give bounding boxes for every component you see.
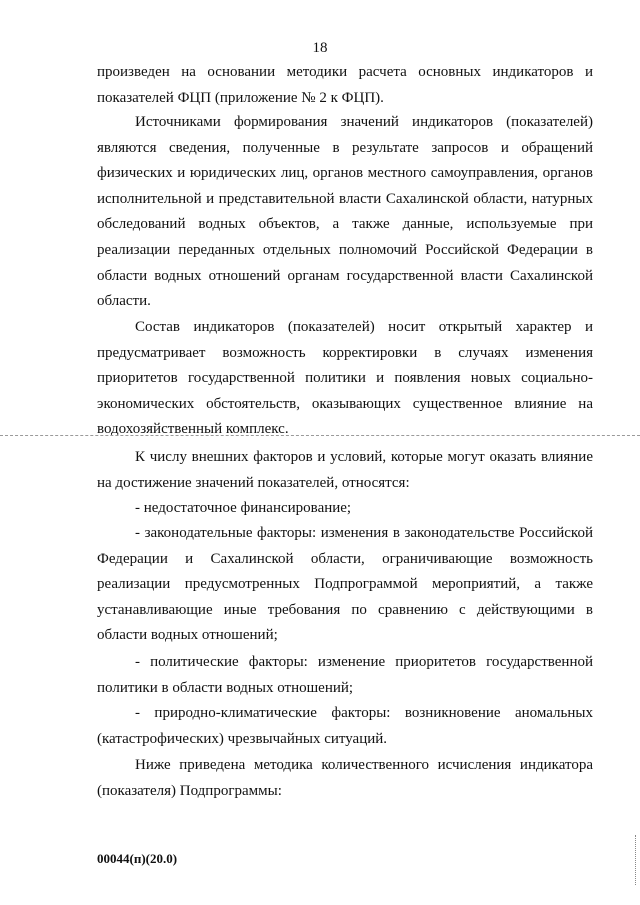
scan-edge-mark (635, 835, 638, 885)
paragraph-3: Состав индикаторов (показателей) носит открытый характер и предусматривает возможность корректировки в случаях изменения приоритетов государственной политики и появления новых социально-экономических обстоятельств, оказывающих существенное влияние на водохозяйственный комплекс. (97, 319, 593, 438)
paragraph-methodology: Ниже приведена методика количественного исчисления индикатора (показателя) Подпрограммы: (97, 757, 593, 799)
list-item-political: - политические факторы: изменение приоритетов государственной политики в области водных отношений; (97, 654, 593, 696)
paragraph-2: Источниками формирования значений индикаторов (показателей) являются сведения, полученные в результате запросов и обращений физических и юридических лиц, органов местного самоуправления, органов исполнительной и представительной власти Сахалинской области, натурных обследований водных объектов, а также данные, используемые при реализации переданных отдельных полномочий Российской Федерации в области водных отношений органам государственной власти Сахалинской области. (97, 114, 593, 310)
list-item-financing: - недостаточное финансирование; (135, 500, 352, 516)
list-item-climatic: - природно-климатические факторы: возникновение аномальных (катастрофических) чрезвычайных ситуаций. (97, 705, 593, 747)
paragraph-4: К числу внешних факторов и условий, которые могут оказать влияние на достижение значений показателей, относятся: (97, 449, 593, 491)
document-code: 00044(п)(20.0) (97, 851, 178, 866)
page-number: 18 (312, 40, 328, 56)
list-item-legislative: - законодательные факторы: изменения в законодательстве Российской Федерации и Сахалинской области, ограничивающие возможность реализации предусмотренных Подпрограммой мероприятий, а также устанавливающие иные требования по сравнению с действующими в области водных отношений; (97, 525, 593, 644)
scan-artifact-line (0, 435, 640, 436)
paragraph-1: произведен на основании методики расчета основных индикаторов и показателей ФЦП (приложение № 2 к ФЦП). (97, 64, 593, 106)
